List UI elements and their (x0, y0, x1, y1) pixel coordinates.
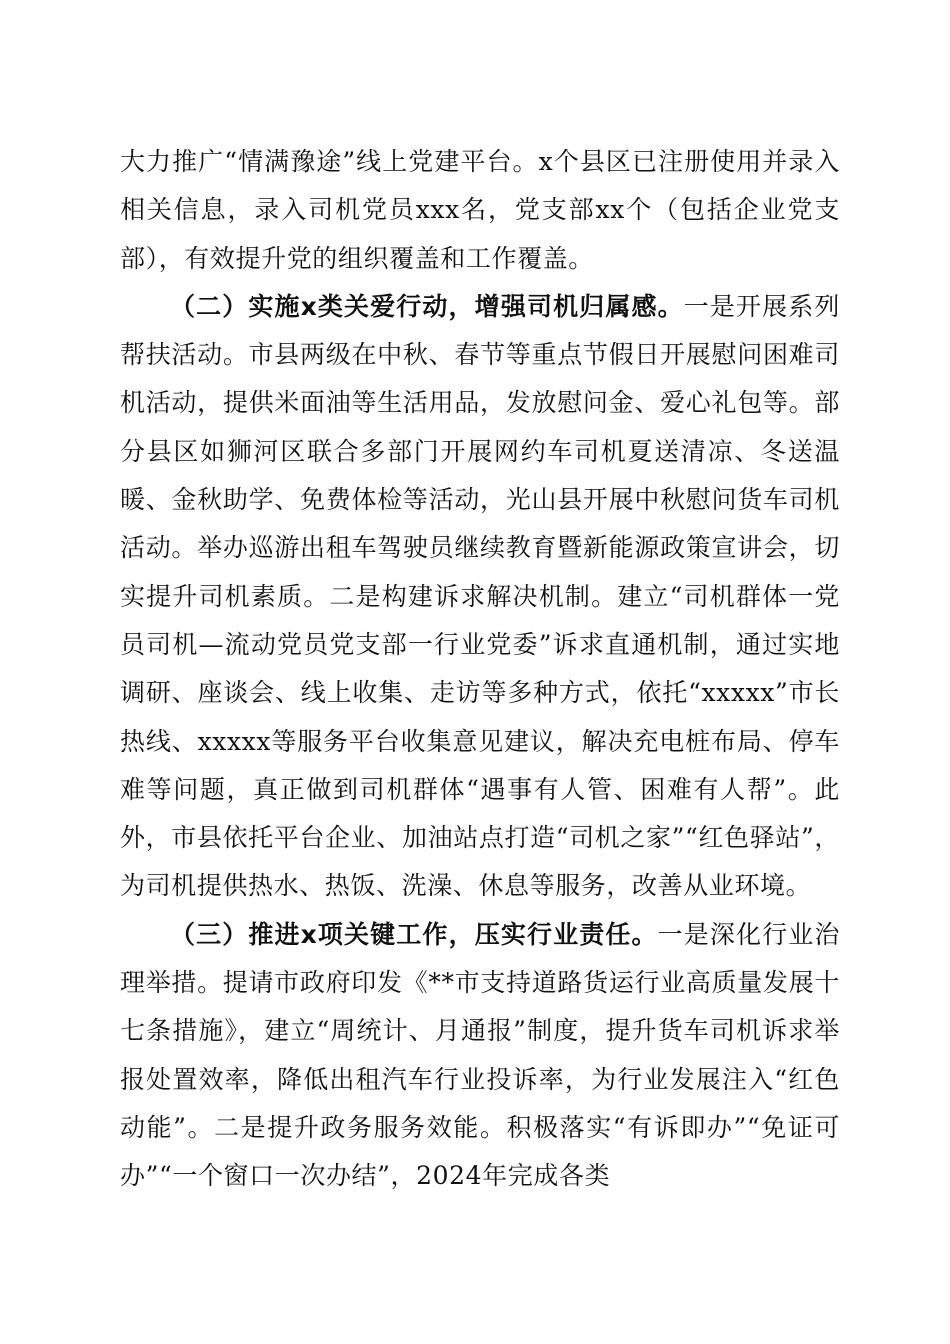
section-body-key-work: 一是深化行业治理举措。提请市政府印发《**市支持道路货运行业高质量发展十七条措施》，建立“周统计、月通报”制度，提升货车司机诉求举报处置效率，降低出租汽车行业投诉率，为行业发展注入“红色动能”。二是提升政务服务效能。积极落实“有诉即办”“免证可办”“一个窗口一次办结”，2024年完成各类 (120, 919, 840, 1191)
paragraph-platform-promotion: 大力推广“情满豫途”线上党建平台。x个县区已注册使用并录入相关信息，录入司机党员xxx名，党支部xx个（包括企业党支部），有效提升党的组织覆盖和工作覆盖。 (120, 147, 840, 273)
section-body-care-actions: 一是开展系列帮扶活动。市县两级在中秋、春节等重点节假日开展慰问困难司机活动，提供米面油等生活用品，发放慰问金、爱心礼包等。部分县区如狮河区联合多部门开展网约车司机夏送清凉、冬送温暖、金秋助学、免费体检等活动，光山县开展中秋慰问货车司机活动。举办巡游出租车驾驶员继续教育暨新能源政策宣讲会，切实提升司机素质。二是构建诉求解决机制。建立“司机群体一党员司机—流动党员党支部一行业党委”诉求直通机制，通过实地调研、座谈会、线上收集、走访等多种方式，依托“xxxxx”市长热线、xxxxx等服务平台收集意见建议，解决充电桩布局、停车难等问题，真正做到司机群体“遇事有人管、困难有人帮”。此外，市县依托平台企业、加油站点打造“司机之家”“红色驿站”，为司机提供热水、热饭、洗澡、休息等服务，改善从业环境。 (120, 291, 840, 901)
section-heading-care-actions: （二）实施x类关爱行动，增强司机归属感。 (170, 291, 684, 321)
section-heading-key-work: （三）推进x项关键工作，压实行业责任。 (170, 919, 658, 949)
document-body (120, 138, 840, 1201)
paragraph-key-work (120, 911, 840, 1201)
paragraph-care-actions (120, 283, 840, 911)
